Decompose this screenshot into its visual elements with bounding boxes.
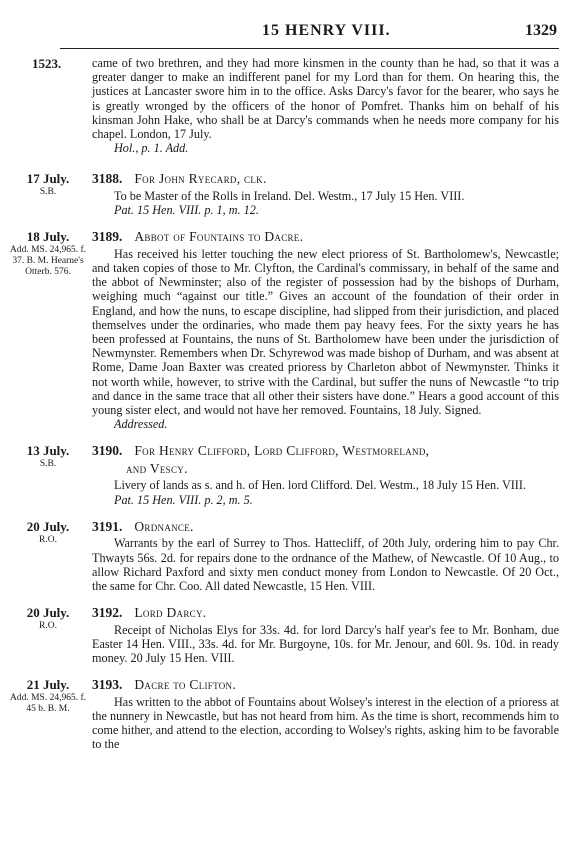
entry-title-continuation: and Vescy. <box>126 460 188 476</box>
entry-heading <box>92 605 559 621</box>
margin-source: Add. MS. 24,965. f. 37. B. M. Hearne's Otterb. 576. <box>9 245 86 278</box>
margin-date: 20 July. <box>26 605 70 621</box>
margin-year: 1523. <box>32 56 62 71</box>
entry-number: 3189. <box>92 229 123 245</box>
entry-title: Dacre to Clifton. <box>134 677 237 693</box>
entry-reference: Pat. 15 Hen. VIII. p. 1, m. 12. <box>114 203 259 218</box>
entry-text: came of two brethren, and they had more kinsmen in the county than he had, so that it was a greater danger to make an indifferent panel for my Lord than for them. On hearing this, the justices at Lancaster swore him in to the office. Asks Darcy's favor for the bearer, who says he is greatly wronged by the officers of the honor of Pomfret. Thanks him on behalf of his kinsman John Hake, who shall be at Darcy's commands when he needs more company for his chapel. London, 17 July. <box>92 56 559 142</box>
margin-date: 17 July. <box>26 171 70 187</box>
running-head: 15 HENRY VIII. <box>262 22 391 39</box>
entry-number: 3193. <box>92 677 123 693</box>
entry-text: Has received his letter touching the new elect prioress of St. Bartholomew's, Newcastle; and taken copies of those to Mr. Clyfton, the Cardinal's commissary, in behalf of the same and the abbot of Newminster; also of the register of possession had by the bishops of Durham, weighing much “against our title.” Gives an account of the foundation of their order in England, and how the nuns, to escape discipline, had slipped from their jurisdiction, and placed themselves under the ordinaries, who made them pay heavy fees. For the sixty years he has been professed at Fountains, the nuns of St. Bartholomew have been under the jurisdiction of Newmynster. Remembers when Dr. Schyrewod was made bishop of Durham, and was absent at Rome, Dame Joan Baxter was created prioress by Charleton abbot of Newmynster. Thinks it not worth while, however, to strive with the Cardinal, but suffer the nuns of Newcastle “to trip and dance in the same trace that all other their sisters have done.” Hears a good account of this young sister elect, and would not have her removed. Fountains, 18 July. Signed. <box>92 246 559 418</box>
entry-content <box>92 605 559 665</box>
entry-title: Abbot of Fountains to Dacre. <box>134 229 304 245</box>
entry-text: To be Master of the Rolls in Ireland. Del. Westm., 17 July 15 Hen. VIII. <box>114 188 465 203</box>
entry-margin <box>8 56 92 155</box>
margin-date: 20 July. <box>26 518 70 534</box>
entry-title: Lord Darcy. <box>134 605 207 621</box>
entry-3190 <box>8 443 559 506</box>
entry-content <box>92 56 559 155</box>
entry-number: 3188. <box>92 171 123 187</box>
entry-number: 3191. <box>92 518 123 534</box>
entry-number: 3190. <box>92 443 123 459</box>
entry-title: For Henry Clifford, Lord Clifford, Westmoreland, <box>134 443 430 459</box>
entry-content <box>92 677 559 751</box>
entry-margin <box>8 677 92 751</box>
entry-text: Receipt of Nicholas Elys for 33s. 4d. for lord Darcy's half year's fee to Mr. Bonham, due Easter 14 Hen. VIII., 33s. 4d. for Mr. Burgoyne, 10s. for Mr. Jenour, and 60l. 9s. 10d. in ready money. 20 July 15 Hen. VIII. <box>92 622 559 666</box>
entry-heading <box>92 677 559 693</box>
entry-margin <box>8 171 92 217</box>
entry-content <box>92 171 559 217</box>
page-header <box>0 0 567 48</box>
margin-source: S.B. <box>39 187 57 198</box>
entry-3191 <box>8 519 559 593</box>
margin-date: 21 July. <box>26 677 70 693</box>
margin-date: 13 July. <box>26 443 70 459</box>
entry-title: For John Ryecard, clk. <box>134 171 267 187</box>
entry-heading <box>92 443 559 459</box>
entry-reference: Pat. 15 Hen. VIII. p. 2, m. 5. <box>114 492 253 507</box>
entry-margin <box>8 229 92 431</box>
entry-text: Has written to the abbot of Fountains about Wolsey's interest in the election of a prioress at the nunnery in Newcastle, but has not heard from him. As the time is short, recommends him to come hither, and attend to the election, according to Wolsey's rights, asking him to be favorable to the <box>92 694 559 752</box>
entry-margin <box>8 443 92 506</box>
entry-3189 <box>8 229 559 431</box>
entry-heading <box>92 229 559 245</box>
entry-reference: Addressed. <box>114 417 168 432</box>
entry-heading <box>92 171 559 187</box>
entry-reference: Hol., p. 1. Add. <box>114 141 189 156</box>
entry-heading <box>92 519 559 535</box>
entry-text: Warrants by the earl of Surrey to Thos. Hattecliff, of 20th July, ordering him to pay Chr. Thwayts 56s. 2d. for repairs done to the ordnance of the Mathew, of Newcastle. Of 10 Aug., to allow Richard Paxford and sixty men conduct money from London to Newcastle. Of 20 Oct., the same for Chr. Coo. All dated Newcastle, 15 Hen. VIII. <box>92 536 559 593</box>
margin-source: R.O. <box>39 534 57 545</box>
entry-number: 3192. <box>92 605 123 621</box>
entry-continuation <box>8 56 559 155</box>
page-body <box>8 56 559 851</box>
entry-content <box>92 519 559 593</box>
entry-3188 <box>8 171 559 217</box>
header-rule <box>60 48 559 49</box>
entry-margin <box>8 519 92 593</box>
margin-source: S.B. <box>39 459 57 470</box>
entry-content <box>92 229 559 431</box>
margin-source: R.O. <box>39 621 57 632</box>
page-number: 1329 <box>525 22 557 39</box>
entry-title: Ordnance. <box>134 518 194 534</box>
entry-3193 <box>8 677 559 751</box>
margin-source: Add. MS. 24,965. f. 45 b. B. M. <box>9 693 86 715</box>
entry-content <box>92 443 559 506</box>
entry-text: Livery of lands as s. and h. of Hen. lord Clifford. Del. Westm., 18 July 15 Hen. VIII. <box>114 478 526 493</box>
entry-margin <box>8 605 92 665</box>
margin-date: 18 July. <box>26 229 70 245</box>
entry-3192 <box>8 605 559 665</box>
